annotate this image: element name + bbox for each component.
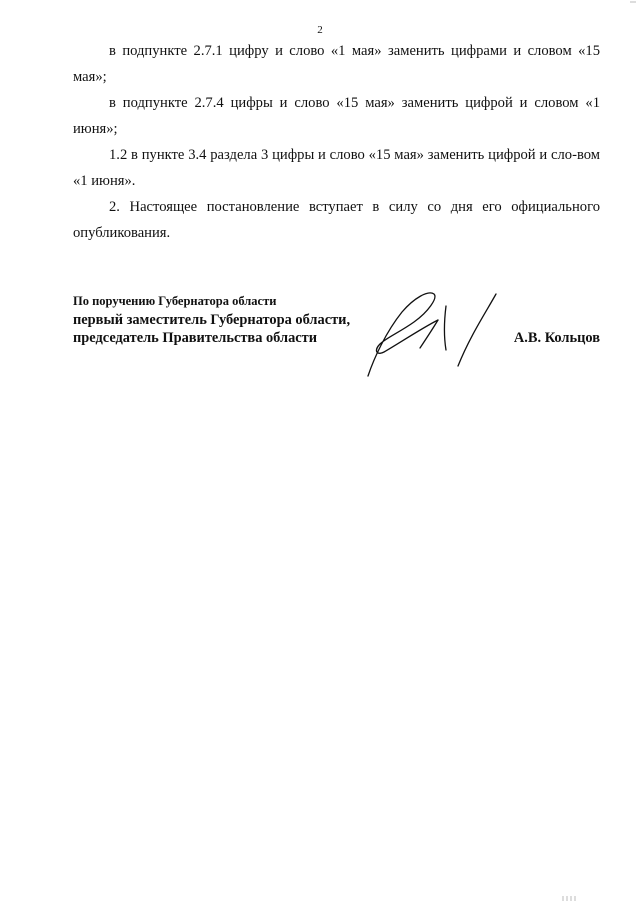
document-body bbox=[73, 38, 600, 246]
corner-scan-mark bbox=[600, 0, 640, 10]
handwritten-signature bbox=[362, 286, 506, 378]
signatory-title-line: первый заместитель Губернатора области, bbox=[73, 312, 351, 328]
paragraph-4: 2. Настоящее постановление вступает в силу со дня его официального опубликования. bbox=[73, 199, 600, 241]
signatory-position-line: председатель Правительства области bbox=[73, 330, 318, 346]
footer-scan-mark bbox=[560, 893, 582, 903]
paragraph-3: 1.2 в пункте 3.4 раздела 3 цифры и слово «15 мая» заменить цифрой и сло-вом «1 июня». bbox=[73, 147, 600, 189]
paragraph-2: в подпункте 2.7.4 цифры и слово «15 мая» заменить цифрой и словом «1 июня»; bbox=[73, 95, 600, 137]
page-number: 2 bbox=[317, 24, 323, 36]
signature-authority-line: По поручению Губернатора области bbox=[73, 294, 277, 308]
signatory-name: А.В. Кольцов bbox=[513, 330, 600, 346]
signature-block bbox=[73, 292, 600, 382]
paragraph-1: в подпункте 2.7.1 цифру и слово «1 мая» заменить цифрами и словом «15 мая»; bbox=[73, 43, 600, 85]
